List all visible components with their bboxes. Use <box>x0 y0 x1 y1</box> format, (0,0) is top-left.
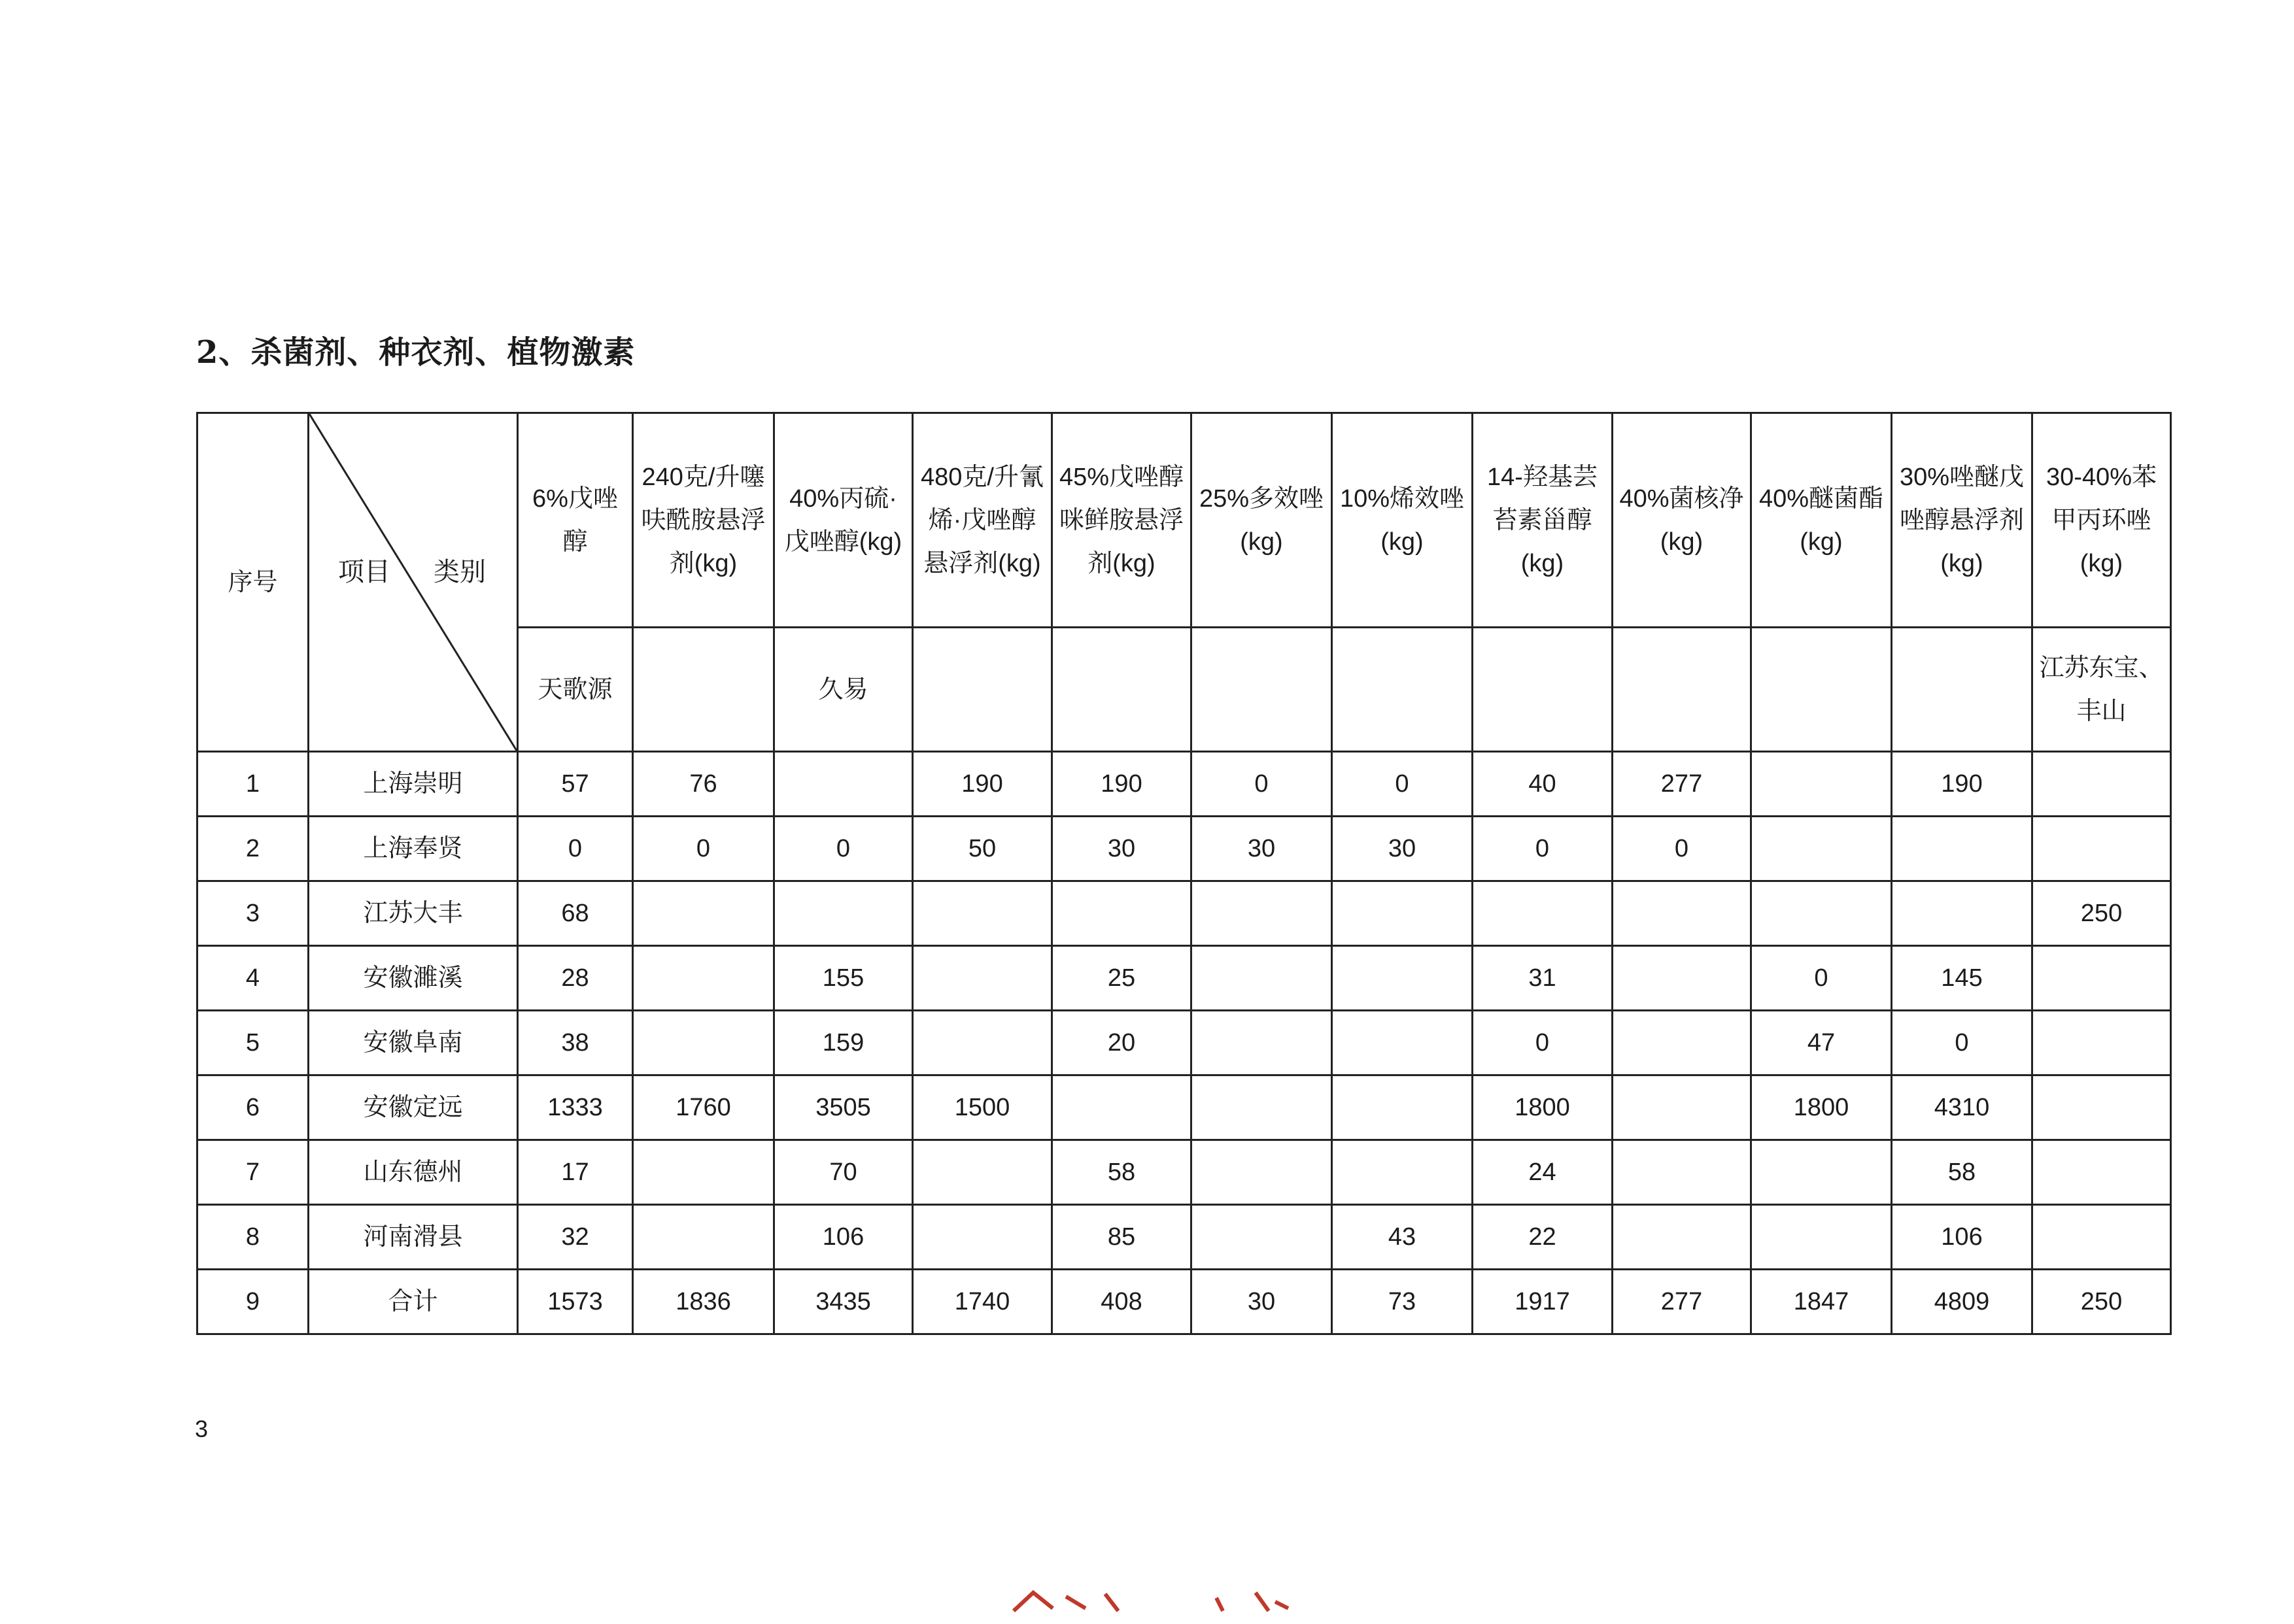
table-row <box>197 817 2171 881</box>
value-cell <box>2032 1140 2171 1205</box>
value-cell <box>2032 1075 2171 1140</box>
value-cell <box>1473 881 1613 946</box>
value-cell: 4310 <box>1892 1075 2032 1140</box>
value-cell: 1740 <box>913 1270 1052 1334</box>
value-cell: 1917 <box>1473 1270 1613 1334</box>
value-cell: 76 <box>633 752 774 817</box>
value-cell: 1847 <box>1751 1270 1892 1334</box>
value-cell: 24 <box>1473 1140 1613 1205</box>
value-cell: 0 <box>1473 1011 1613 1075</box>
value-cell <box>2032 817 2171 881</box>
table-row <box>197 881 2171 946</box>
supplier-cell <box>1613 628 1751 752</box>
value-cell: 0 <box>1751 946 1892 1011</box>
value-cell: 50 <box>913 817 1052 881</box>
table-row <box>197 1205 2171 1270</box>
seq-cell: 7 <box>197 1140 309 1205</box>
product-header: 480克/升氰烯·戊唑醇悬浮剂(kg) <box>913 413 1052 628</box>
value-cell: 1500 <box>913 1075 1052 1140</box>
region-cell: 合计 <box>309 1270 518 1334</box>
value-cell: 70 <box>774 1140 913 1205</box>
table-row <box>197 946 2171 1011</box>
value-cell <box>1613 1140 1751 1205</box>
product-header: 40%丙硫·戊唑醇(kg) <box>774 413 913 628</box>
value-cell <box>1613 1205 1751 1270</box>
seq-cell: 5 <box>197 1011 309 1075</box>
value-cell: 190 <box>913 752 1052 817</box>
value-cell <box>633 1011 774 1075</box>
supplier-cell <box>1332 628 1473 752</box>
section-heading: 2、杀菌剂、种衣剂、植物激素 <box>196 334 636 371</box>
value-cell <box>2032 752 2171 817</box>
seq-cell: 6 <box>197 1075 309 1140</box>
region-cell: 安徽阜南 <box>309 1011 518 1075</box>
value-cell <box>913 946 1052 1011</box>
table-body <box>197 752 2171 1334</box>
page-number: 3 <box>195 1415 209 1442</box>
value-cell <box>913 1140 1052 1205</box>
value-cell <box>1191 1140 1332 1205</box>
region-cell: 河南滑县 <box>309 1205 518 1270</box>
value-cell: 1573 <box>518 1270 633 1334</box>
pesticide-table <box>196 412 2172 1335</box>
product-header: 40%菌核净(kg) <box>1613 413 1751 628</box>
product-header: 30%唑醚戊唑醇悬浮剂(kg) <box>1892 413 2032 628</box>
value-cell: 0 <box>774 817 913 881</box>
value-cell <box>1332 1011 1473 1075</box>
value-cell: 277 <box>1613 1270 1751 1334</box>
table-row <box>197 752 2171 817</box>
value-cell <box>1332 946 1473 1011</box>
supplier-cell <box>1473 628 1613 752</box>
supplier-cell <box>913 628 1052 752</box>
value-cell <box>633 946 774 1011</box>
product-header: 45%戊唑醇咪鲜胺悬浮剂(kg) <box>1052 413 1191 628</box>
supplier-cell <box>633 628 774 752</box>
value-cell: 1333 <box>518 1075 633 1140</box>
table-row <box>197 1270 2171 1334</box>
value-cell: 0 <box>633 817 774 881</box>
supplier-cell <box>1892 628 2032 752</box>
seq-cell: 1 <box>197 752 309 817</box>
value-cell <box>1332 1075 1473 1140</box>
value-cell <box>1191 1075 1332 1140</box>
value-cell: 85 <box>1052 1205 1191 1270</box>
value-cell: 32 <box>518 1205 633 1270</box>
value-cell: 30 <box>1191 1270 1332 1334</box>
supplier-cell: 江苏东宝、丰山 <box>2032 628 2171 752</box>
value-cell <box>913 1011 1052 1075</box>
value-cell: 3505 <box>774 1075 913 1140</box>
value-cell <box>913 1205 1052 1270</box>
value-cell <box>1751 1140 1892 1205</box>
value-cell <box>1191 1205 1332 1270</box>
value-cell <box>1332 1140 1473 1205</box>
value-cell: 0 <box>1191 752 1332 817</box>
supplier-cell <box>1191 628 1332 752</box>
region-cell: 安徽濉溪 <box>309 946 518 1011</box>
value-cell <box>2032 1011 2171 1075</box>
value-cell <box>1052 881 1191 946</box>
value-cell <box>1751 817 1892 881</box>
supplier-cell: 久易 <box>774 628 913 752</box>
product-header: 14-羟基芸苔素甾醇(kg) <box>1473 413 1613 628</box>
supplier-cell: 天歌源 <box>518 628 633 752</box>
value-cell <box>1191 1011 1332 1075</box>
value-cell <box>774 752 913 817</box>
value-cell <box>1191 881 1332 946</box>
value-cell <box>1191 946 1332 1011</box>
value-cell <box>2032 946 2171 1011</box>
value-cell <box>774 881 913 946</box>
product-header: 240克/升噻呋酰胺悬浮剂(kg) <box>633 413 774 628</box>
value-cell <box>2032 1205 2171 1270</box>
value-cell <box>1613 881 1751 946</box>
value-cell: 47 <box>1751 1011 1892 1075</box>
value-cell: 106 <box>774 1205 913 1270</box>
value-cell: 277 <box>1613 752 1751 817</box>
header-item-label: 项目 <box>338 558 390 586</box>
value-cell <box>913 881 1052 946</box>
value-cell <box>1332 881 1473 946</box>
region-cell: 山东德州 <box>309 1140 518 1205</box>
value-cell: 250 <box>2032 881 2171 946</box>
value-cell: 145 <box>1892 946 2032 1011</box>
value-cell: 28 <box>518 946 633 1011</box>
header-diagonal-cell <box>309 413 518 752</box>
seq-cell: 2 <box>197 817 309 881</box>
product-header: 10%烯效唑(kg) <box>1332 413 1473 628</box>
value-cell: 30 <box>1191 817 1332 881</box>
value-cell: 0 <box>1473 817 1613 881</box>
value-cell <box>1751 752 1892 817</box>
value-cell: 0 <box>518 817 633 881</box>
value-cell <box>633 1140 774 1205</box>
value-cell: 1800 <box>1751 1075 1892 1140</box>
value-cell: 3435 <box>774 1270 913 1334</box>
value-cell <box>1613 946 1751 1011</box>
value-cell: 31 <box>1473 946 1613 1011</box>
value-cell: 4809 <box>1892 1270 2032 1334</box>
value-cell: 0 <box>1892 1011 2032 1075</box>
table-row <box>197 1011 2171 1075</box>
value-cell: 20 <box>1052 1011 1191 1075</box>
supplier-cell <box>1052 628 1191 752</box>
value-cell <box>1052 1075 1191 1140</box>
seq-cell: 4 <box>197 946 309 1011</box>
seq-cell: 3 <box>197 881 309 946</box>
value-cell <box>1613 1075 1751 1140</box>
region-cell: 江苏大丰 <box>309 881 518 946</box>
value-cell: 190 <box>1892 752 2032 817</box>
region-cell: 安徽定远 <box>309 1075 518 1140</box>
product-header: 40%醚菌酯(kg) <box>1751 413 1892 628</box>
value-cell: 0 <box>1332 752 1473 817</box>
value-cell <box>1892 881 2032 946</box>
value-cell: 106 <box>1892 1205 2032 1270</box>
value-cell: 408 <box>1052 1270 1191 1334</box>
value-cell: 38 <box>518 1011 633 1075</box>
value-cell <box>633 881 774 946</box>
value-cell: 250 <box>2032 1270 2171 1334</box>
value-cell: 30 <box>1052 817 1191 881</box>
value-cell: 1836 <box>633 1270 774 1334</box>
value-cell: 43 <box>1332 1205 1473 1270</box>
stamp-fragment <box>1007 1589 1295 1615</box>
value-cell: 159 <box>774 1011 913 1075</box>
value-cell: 58 <box>1892 1140 2032 1205</box>
value-cell <box>1751 881 1892 946</box>
header-row-products <box>197 413 2171 628</box>
value-cell <box>1751 1205 1892 1270</box>
product-header: 25%多效唑(kg) <box>1191 413 1332 628</box>
value-cell: 58 <box>1052 1140 1191 1205</box>
region-cell: 上海崇明 <box>309 752 518 817</box>
table-row <box>197 1140 2171 1205</box>
value-cell: 25 <box>1052 946 1191 1011</box>
header-seq: 序号 <box>197 413 309 752</box>
value-cell: 30 <box>1332 817 1473 881</box>
value-cell: 190 <box>1052 752 1191 817</box>
value-cell <box>633 1205 774 1270</box>
value-cell: 22 <box>1473 1205 1613 1270</box>
value-cell: 1800 <box>1473 1075 1613 1140</box>
value-cell <box>1613 1011 1751 1075</box>
value-cell: 57 <box>518 752 633 817</box>
value-cell: 155 <box>774 946 913 1011</box>
table-row <box>197 1075 2171 1140</box>
product-header: 30-40%苯甲丙环唑(kg) <box>2032 413 2171 628</box>
region-cell: 上海奉贤 <box>309 817 518 881</box>
product-header: 6%戊唑醇 <box>518 413 633 628</box>
seq-cell: 9 <box>197 1270 309 1334</box>
seq-cell: 8 <box>197 1205 309 1270</box>
value-cell: 73 <box>1332 1270 1473 1334</box>
supplier-cell <box>1751 628 1892 752</box>
value-cell: 40 <box>1473 752 1613 817</box>
value-cell: 17 <box>518 1140 633 1205</box>
value-cell: 1760 <box>633 1075 774 1140</box>
value-cell: 0 <box>1613 817 1751 881</box>
value-cell <box>1892 817 2032 881</box>
value-cell: 68 <box>518 881 633 946</box>
header-category-label: 类别 <box>434 558 486 586</box>
